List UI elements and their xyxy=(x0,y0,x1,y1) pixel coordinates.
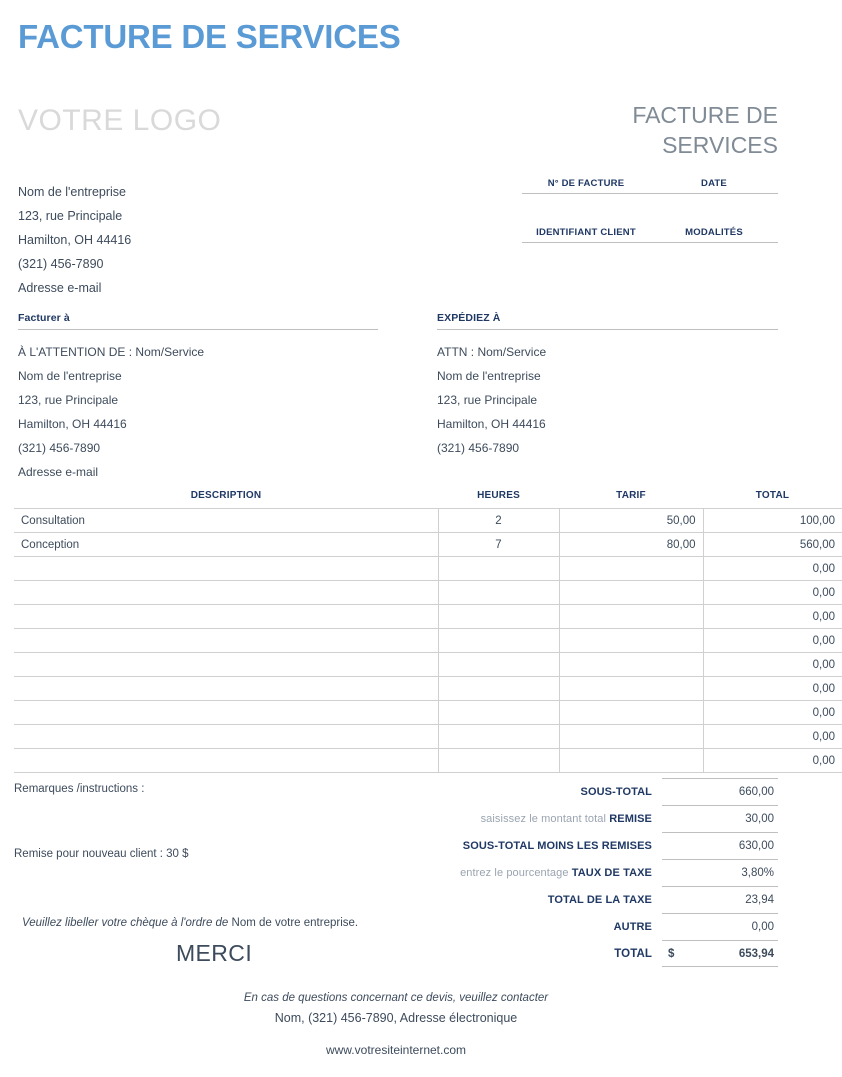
meta-spacer xyxy=(522,205,778,227)
line-item-description[interactable] xyxy=(14,557,438,581)
bill-to-line: À L'ATTENTION DE : Nom/Service xyxy=(18,345,205,359)
totals-row-label: AUTRE xyxy=(613,920,652,933)
ship-to-heading: EXPÉDIEZ À xyxy=(437,312,778,330)
line-item-rate[interactable] xyxy=(559,701,703,725)
line-item-total[interactable]: 100,00 xyxy=(703,509,842,533)
terms-cell xyxy=(650,227,778,242)
check-payable-company: Nom de votre entreprise. xyxy=(231,917,359,929)
currency-symbol: $ xyxy=(668,948,675,960)
invoice-number-value[interactable] xyxy=(522,193,650,205)
company-address-line: 123, rue Principale xyxy=(18,209,123,223)
totals-row xyxy=(418,886,778,913)
footer-website[interactable]: www.votresiteinternet.com xyxy=(325,1043,467,1057)
totals-row-value[interactable]: 0,00 xyxy=(662,913,778,940)
ship-to-line: Nom de l'entreprise xyxy=(437,369,541,383)
totals-panel xyxy=(418,778,778,967)
invoice-meta xyxy=(522,178,778,254)
column-header-total: TOTAL xyxy=(755,490,790,501)
table-row xyxy=(14,725,842,749)
totals-row-label: entrez le pourcentage TAUX DE TAXE xyxy=(460,866,652,879)
grand-total-row xyxy=(418,940,778,967)
thank-you-text: MERCI xyxy=(176,940,253,966)
table-row xyxy=(14,629,842,653)
table-row xyxy=(14,605,842,629)
company-address-line: Adresse e-mail xyxy=(18,281,102,295)
line-item-total[interactable]: 0,00 xyxy=(703,677,842,701)
totals-row-value[interactable]: 23,94 xyxy=(662,886,778,913)
company-address-line: (321) 456-7890 xyxy=(18,257,104,271)
column-header-hours: HEURES xyxy=(477,490,520,501)
totals-rows xyxy=(418,778,778,940)
table-row xyxy=(14,749,842,773)
line-item-hours[interactable]: 7 xyxy=(438,533,559,557)
line-items-body xyxy=(14,509,842,773)
line-item-rate[interactable]: 80,00 xyxy=(559,533,703,557)
line-item-hours[interactable] xyxy=(438,557,559,581)
line-item-rate[interactable] xyxy=(559,677,703,701)
client-id-label: IDENTIFIANT CLIENT xyxy=(536,227,636,238)
check-payable-italic: Veuillez libeller votre chèque à l'ordre de xyxy=(22,917,229,929)
ship-to-lines xyxy=(437,330,778,460)
ship-to-line: ATTN : Nom/Service xyxy=(437,345,547,359)
bill-to-line: Adresse e-mail xyxy=(18,465,99,479)
line-item-hours[interactable] xyxy=(438,653,559,677)
totals-row xyxy=(418,832,778,859)
line-item-rate[interactable] xyxy=(559,749,703,773)
invoice-meta-values-2 xyxy=(522,242,778,254)
line-item-description[interactable] xyxy=(14,677,438,701)
line-item-hours[interactable] xyxy=(438,581,559,605)
line-item-hours[interactable] xyxy=(438,629,559,653)
totals-row-label: TOTAL DE LA TAXE xyxy=(547,893,652,906)
totals-row-value[interactable]: 3,80% xyxy=(662,859,778,886)
line-item-description[interactable] xyxy=(14,605,438,629)
bill-to-heading: Facturer à xyxy=(18,312,378,330)
table-row xyxy=(14,701,842,725)
line-item-rate[interactable] xyxy=(559,629,703,653)
line-item-rate[interactable] xyxy=(559,557,703,581)
totals-row-hint: saisissez le montant total xyxy=(480,812,610,825)
totals-row xyxy=(418,913,778,940)
totals-row-value[interactable]: 660,00 xyxy=(662,778,778,805)
line-items-head xyxy=(14,490,842,509)
totals-row-value[interactable]: 30,00 xyxy=(662,805,778,832)
line-item-total[interactable]: 0,00 xyxy=(703,749,842,773)
ship-to-block xyxy=(437,312,778,460)
totals-row xyxy=(418,805,778,832)
line-item-rate[interactable] xyxy=(559,605,703,629)
line-item-hours[interactable] xyxy=(438,701,559,725)
invoice-meta-values-1 xyxy=(522,193,778,205)
line-item-hours[interactable] xyxy=(438,749,559,773)
company-address-line: Nom de l'entreprise xyxy=(18,185,126,199)
bill-to-block xyxy=(18,312,378,484)
check-payable-note xyxy=(22,917,358,929)
invoice-date-label: DATE xyxy=(701,178,727,189)
document-type-heading xyxy=(478,100,778,161)
bill-to-lines xyxy=(18,330,378,484)
document-type-line-1: FACTURE DE xyxy=(632,102,778,128)
table-row xyxy=(14,581,842,605)
grand-total-value: 653,94 xyxy=(738,948,774,960)
line-item-rate[interactable]: 50,00 xyxy=(559,509,703,533)
line-item-description[interactable] xyxy=(14,701,438,725)
client-id-value[interactable] xyxy=(522,242,650,254)
line-item-hours[interactable] xyxy=(438,605,559,629)
footer-contact-line: Nom, (321) 456-7890, Adresse électronique xyxy=(274,1011,518,1025)
bill-to-line: Hamilton, OH 44416 xyxy=(18,417,127,431)
line-item-rate[interactable] xyxy=(559,581,703,605)
line-item-hours[interactable]: 2 xyxy=(438,509,559,533)
invoice-number-cell xyxy=(522,178,650,193)
line-item-rate[interactable] xyxy=(559,653,703,677)
line-item-description[interactable] xyxy=(14,581,438,605)
document-type-line-2: SERVICES xyxy=(662,132,778,159)
bill-to-line: 123, rue Principale xyxy=(18,393,119,407)
ship-to-line: (321) 456-7890 xyxy=(437,441,520,455)
notes-body[interactable]: Remise pour nouveau client : 30 $ xyxy=(14,848,189,860)
line-item-description[interactable] xyxy=(14,749,438,773)
invoice-meta-row-1 xyxy=(522,178,778,193)
totals-row-hint: entrez le pourcentage xyxy=(460,866,572,879)
totals-row-label: saisissez le montant total REMISE xyxy=(480,812,652,825)
line-item-hours[interactable] xyxy=(438,677,559,701)
column-header-rate: TARIF xyxy=(616,490,646,501)
footer-question-line: En cas de questions concernant ce devis, veuillez contacter xyxy=(243,992,549,1004)
line-items-table xyxy=(14,490,842,773)
line-item-hours[interactable] xyxy=(438,725,559,749)
invoice-meta-row-2 xyxy=(522,227,778,242)
totals-row-value[interactable]: 630,00 xyxy=(662,832,778,859)
ship-to-line: 123, rue Principale xyxy=(437,393,538,407)
column-header-description: DESCRIPTION xyxy=(190,490,262,501)
line-item-total[interactable]: 0,00 xyxy=(703,701,842,725)
grand-total-label: TOTAL xyxy=(614,947,652,960)
page-footer xyxy=(0,992,792,1057)
page-title: FACTURE DE SERVICES xyxy=(18,18,401,55)
table-row xyxy=(14,509,842,533)
line-item-total[interactable]: 0,00 xyxy=(703,725,842,749)
company-address-line: Hamilton, OH 44416 xyxy=(18,233,132,247)
line-item-description[interactable]: Conception xyxy=(14,533,438,557)
line-items-header-row xyxy=(14,490,842,509)
line-item-total[interactable]: 0,00 xyxy=(703,557,842,581)
ship-to-line: Hamilton, OH 44416 xyxy=(437,417,546,431)
totals-row xyxy=(418,859,778,886)
line-item-description[interactable] xyxy=(14,653,438,677)
line-item-description[interactable] xyxy=(14,725,438,749)
terms-value[interactable] xyxy=(650,242,778,254)
line-item-total[interactable]: 0,00 xyxy=(703,605,842,629)
line-item-description[interactable] xyxy=(14,629,438,653)
table-row xyxy=(14,533,842,557)
company-address xyxy=(18,180,131,300)
totals-row-label: SOUS-TOTAL xyxy=(580,785,652,798)
terms-label: MODALITÉS xyxy=(685,227,743,238)
line-item-total[interactable]: 560,00 xyxy=(703,533,842,557)
grand-total-value-cell xyxy=(662,940,778,967)
table-row xyxy=(14,557,842,581)
bill-to-line: (321) 456-7890 xyxy=(18,441,101,455)
bill-to-line: Nom de l'entreprise xyxy=(18,369,122,383)
invoice-date-cell xyxy=(650,178,778,193)
line-item-total[interactable]: 0,00 xyxy=(703,581,842,605)
table-row xyxy=(14,677,842,701)
logo-placeholder: VOTRE LOGO xyxy=(18,104,222,137)
totals-row xyxy=(418,778,778,805)
line-item-total[interactable]: 0,00 xyxy=(703,629,842,653)
client-id-cell xyxy=(522,227,650,242)
line-item-total[interactable]: 0,00 xyxy=(703,653,842,677)
invoice-number-label: N° DE FACTURE xyxy=(547,178,625,189)
totals-row-label: SOUS-TOTAL MOINS LES REMISES xyxy=(462,839,652,852)
invoice-date-value[interactable] xyxy=(650,193,778,205)
notes-label: Remarques /instructions : xyxy=(14,783,145,795)
table-row xyxy=(14,653,842,677)
line-item-rate[interactable] xyxy=(559,725,703,749)
line-item-description[interactable]: Consultation xyxy=(14,509,438,533)
